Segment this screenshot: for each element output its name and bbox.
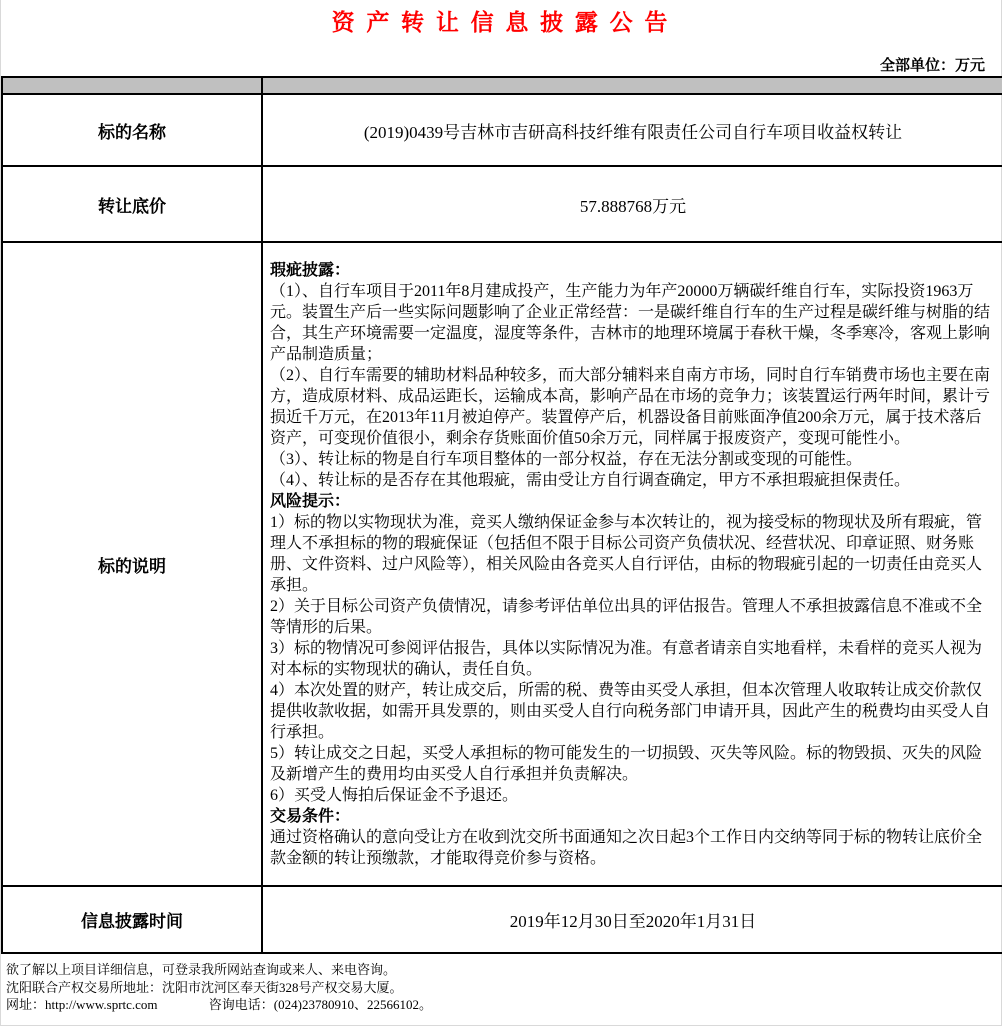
- section-paragraph: 5）转让成交之日起，买受人承担标的物可能发生的一切损毁、灭失等风险。标的物毁损、灭失的风险及新增产生的费用均由买受人自行承担并负责解决。: [270, 744, 983, 783]
- section-paragraph: （1）、自行车项目于2011年8月建成投产，生产能力为年产20000万辆碳纤维自行车，实际投资1963万元。装置生产后一些实际问题影响了企业正常经营：一是碳纤维自行车的生产过程是碳纤维与树脂的结合，其生产环境需要一定温度，湿度等条件，吉林市的地理环境属于春秋干燥，冬季寒冷，客观上影响产品制造质量；: [270, 282, 991, 363]
- section-paragraph: 4）本次处置的财产，转让成交后，所需的税、费等由买受人承担，但本次管理人收取转让成交价款仅提供收款收据，如需开具发票的，则由买受人自行向税务部门申请开具，因此产生的税费均由买受人自行承担。: [270, 681, 991, 741]
- footer-url: 网址：http://www.sprtc.com: [6, 997, 158, 1012]
- document-header: [1, 0, 1001, 76]
- section-header: 瑕疵披露：: [270, 261, 351, 279]
- footer-web-phone: [6, 996, 1001, 1014]
- section-paragraph: （4）、转让标的是否存在其他瑕疵，需由受让方自行调查确定，甲方不承担瑕疵担保责任。: [270, 471, 911, 489]
- subject-name-label: 标的名称: [2, 94, 262, 166]
- subject-name-value: (2019)0439号吉林市吉研高科技纤维有限责任公司自行车项目收益权转让: [262, 94, 1002, 166]
- table-row-disclosure-period: [2, 886, 1002, 953]
- section-header: 交易条件：: [270, 807, 351, 825]
- base-price-label: 转让底价: [2, 166, 262, 242]
- header-band-value-cell: [262, 77, 1002, 94]
- table-row-subject-description: [2, 242, 1002, 886]
- section-paragraph: 通过资格确认的意向受让方在收到沈交所书面通知之次日起3个工作日内交纳等同于标的物转让底价全款金额的转让预缴款，才能取得竞价参与资格。: [270, 828, 983, 867]
- unit-note: 全部单位：万元: [879, 58, 985, 74]
- footer-phone: 咨询电话：(024)23780910、22566102。: [208, 997, 432, 1012]
- section-paragraph: 1）标的物以实物现状为准，竞买人缴纳保证金参与本次转让的，视为接受标的物现状及所有瑕疵，管理人不承担标的物的瑕疵保证（包括但不限于目标公司资产负债状况、经营状况、印章证照、财务账册、文件资料、过户风险等），相关风险由各竞买人自行评估，由标的物瑕疵引起的一切责任由竞买人承担。: [270, 513, 983, 594]
- subject-description-content: [262, 242, 1002, 886]
- section-paragraph: 6）买受人悔拍后保证金不予退还。: [270, 786, 519, 804]
- disclosure-table: [1, 76, 1002, 954]
- subject-description-label: 标的说明: [2, 242, 262, 886]
- footer: [1, 954, 1001, 1014]
- disclosure-period-value: 2019年12月30日至2020年1月31日: [262, 886, 1002, 953]
- header-band-label-cell: [2, 77, 262, 94]
- table-row-subject-name: [2, 94, 1002, 166]
- section-paragraph: 2）关于目标公司资产负债情况，请参考评估单位出具的评估报告。管理人不承担披露信息不准或不全等情形的后果。: [270, 597, 983, 636]
- disclosure-period-label: 信息披露时间: [2, 886, 262, 953]
- section-paragraph: （3）、转让标的物是自行车项目整体的一部分权益，存在无法分割或变现的可能性。: [270, 450, 863, 468]
- section-header: 风险提示：: [270, 492, 351, 510]
- table-row-base-price: [2, 166, 1002, 242]
- footer-contact-note: 欲了解以上项目详细信息，可登录我所网站查询或来人、来电咨询。: [6, 962, 397, 977]
- table-header-row: [2, 77, 1002, 94]
- page-title: 资 产 转 让 信 息 披 露 公 告: [331, 10, 671, 35]
- base-price-value: 57.888768万元: [262, 166, 1002, 242]
- footer-address: 沈阳联合产权交易所地址：沈阳市沈河区奉天街328号产权交易大厦。: [6, 979, 403, 995]
- section-paragraph: （2）、自行车需要的辅助材料品种较多，而大部分辅料来自南方市场，同时自行车销费市场也主要在南方，造成原材料、成品运距长，运输成本高，影响产品在市场的竞争力；该装置运行两年时间，累计亏损近千万元，在2013年11月被迫停产。装置停产后，机器设备目前账面净值200余万元，属于技术落后资产，可变现价值很小，剩余存货账面价值50余万元，同样属于报废资产，变现可能性小。: [270, 366, 991, 447]
- section-paragraph: 3）标的物情况可参阅评估报告，具体以实际情况为准。有意者请亲自实地看样，未看样的竞买人视为对本标的实物现状的确认，责任自负。: [270, 639, 983, 678]
